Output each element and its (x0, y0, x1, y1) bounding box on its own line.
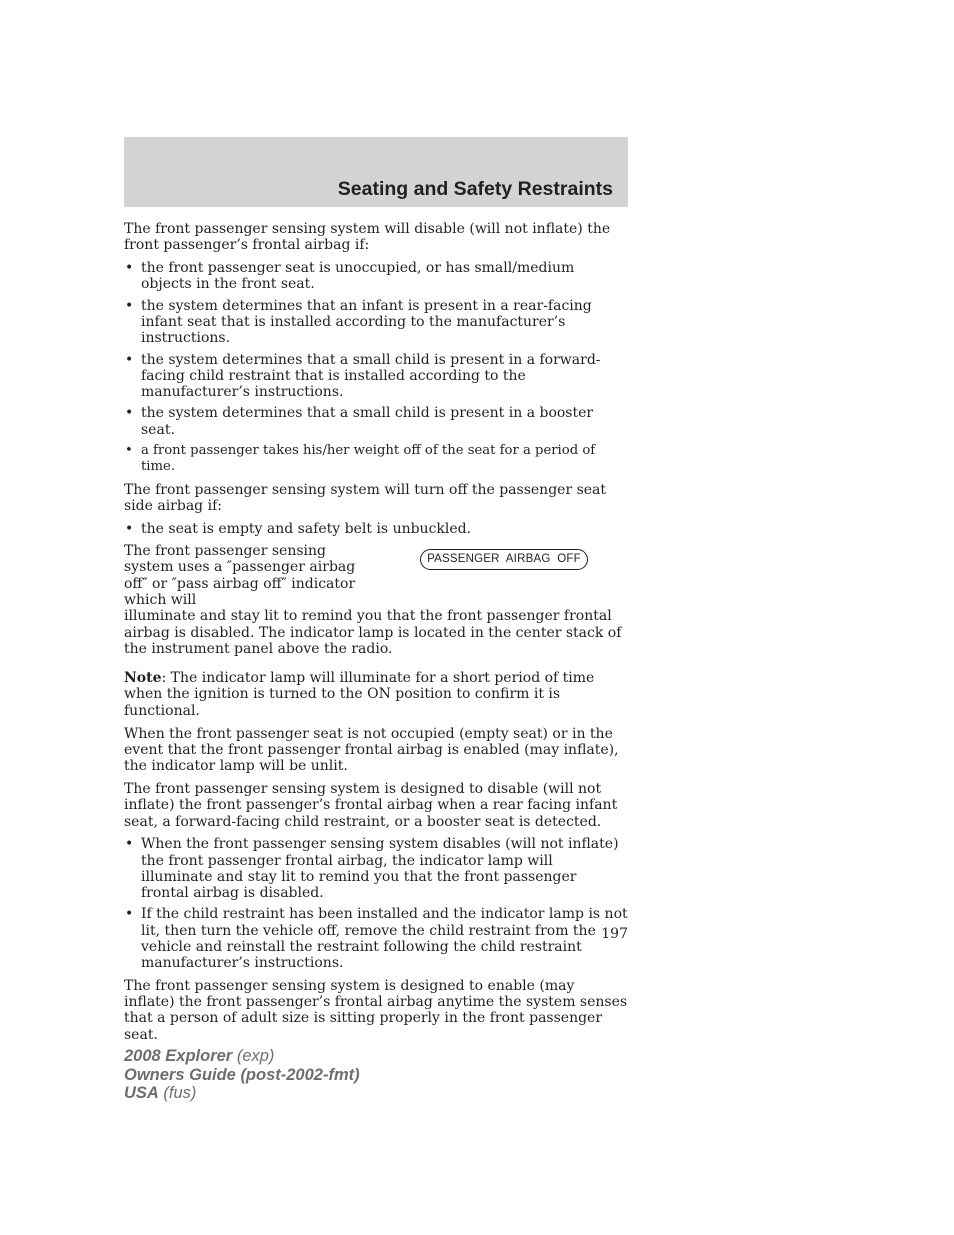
indicator-lamp-section (124, 543, 628, 657)
lamp-paragraph-start: The front passenger sensing system uses a ″passenger airbag off″ or ″pass airbag off″ indicator which will (124, 543, 356, 608)
list-item: • the system determines that a small child is present in a booster seat. (124, 405, 628, 438)
list-item: • the system determines that an infant is present in a rear-facing infant seat that is installed according to the manufacturer’s instructions. (124, 298, 628, 347)
section-header (124, 137, 628, 207)
passenger-airbag-off-indicator: PASSENGER AIRBAG OFF (420, 549, 588, 570)
footer-market-code: (fus) (158, 1084, 197, 1102)
footer-model-code: (exp) (232, 1047, 275, 1065)
section-title: Seating and Safety Restraints (337, 178, 613, 200)
intro-frontal-paragraph: The front passenger sensing system will disable (will not inflate) the front passenger’s frontal airbag if: (124, 221, 611, 254)
list-item: • a front passenger takes his/her weight off of the seat for a period of time. (124, 443, 628, 476)
footer-line-model (124, 1047, 360, 1066)
list-item: • the seat is empty and safety belt is unbuckled. (124, 521, 628, 537)
unlit-paragraph: When the front passenger seat is not occupied (empty seat) or in the event that the front passenger frontal airbag is enabled (may inflate), the indicator lamp will be unlit. (124, 725, 619, 775)
note-label: Note (124, 670, 162, 687)
page-content (124, 221, 628, 1049)
footer-market: USA (124, 1084, 159, 1102)
list-item: • the system determines that a small child is present in a forward-facing child restraint that is installed according to the manufacturer’s instructions. (124, 352, 628, 401)
frontal-conditions-list (124, 260, 628, 476)
list-item: • the front passenger seat is unoccupied, or has small/medium objects in the front seat. (124, 260, 628, 293)
footer-line-guide (124, 1066, 360, 1085)
page-number: 197 (601, 926, 628, 942)
disable-paragraph: The front passenger sensing system is designed to disable (will not inflate) the front passenger’s frontal airbag when a rear facing infant seat, a forward-facing child restraint, or a booster seat is detected. (124, 780, 618, 830)
footer-line-market (124, 1084, 360, 1103)
footer-guide: Owners Guide (post-2002-fmt) (124, 1065, 360, 1084)
disable-bullets-list (124, 836, 628, 971)
list-item: • When the front passenger sensing system disables (will not inflate) the front passenger frontal airbag, the indicator lamp will illuminate and stay lit to remind you that the front passenger frontal airbag is disabled. (124, 836, 628, 901)
enable-paragraph: The front passenger sensing system is designed to enable (may inflate) the front passenger’s frontal airbag anytime the system senses that a person of adult size is sitting properly in the front passenger seat. (124, 977, 628, 1043)
lamp-paragraph-end: illuminate and stay lit to remind you that the front passenger frontal airbag is disabled. The indicator lamp is located in the center stack of the instrument panel above the radio. (124, 608, 622, 657)
side-conditions-list (124, 521, 628, 537)
footer-model: 2008 Explorer (124, 1047, 233, 1065)
list-item: • If the child restraint has been installed and the indicator lamp is not lit, then turn the vehicle off, remove the child restraint from the vehicle and reinstall the restraint following the child restraint manufacturer’s instructions. (124, 906, 628, 971)
intro-side-paragraph: The front passenger sensing system will turn off the passenger seat side airbag if: (124, 481, 607, 514)
note-text: : The indicator lamp will illuminate for a short period of time when the ignition is turned to the ON position to confirm it is functional. (124, 670, 595, 719)
document-footer (124, 1047, 360, 1103)
note-paragraph (124, 670, 628, 719)
